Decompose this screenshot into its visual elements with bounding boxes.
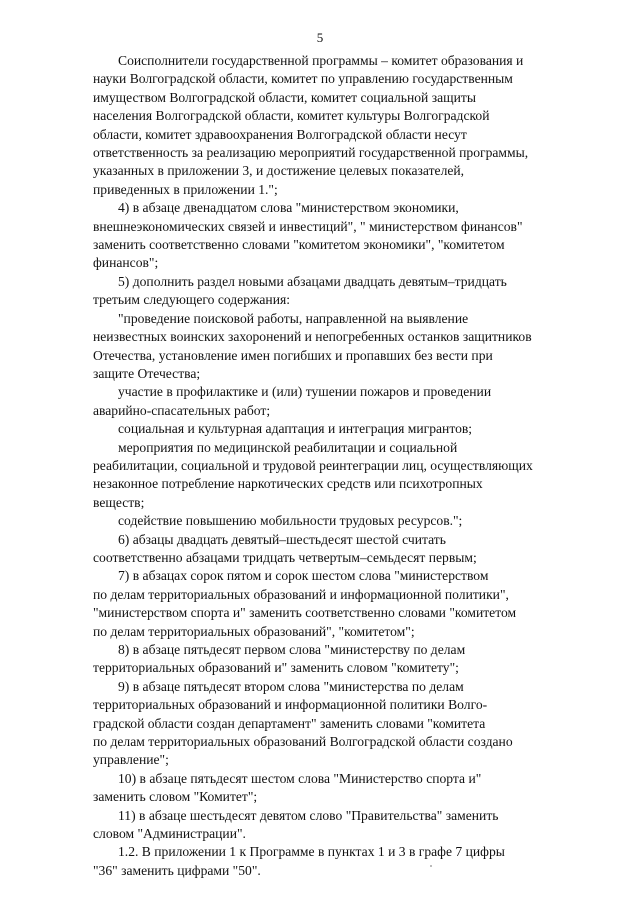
paragraph-item-7: 7) в абзацах сорок пятом и сорок шестом слова "министерством по делам территориальных образований и информационной политики", "министерством спорта и" заменить соответственно словами "комитетом по делам территориальных образований", "комитетом"; bbox=[93, 568, 517, 639]
paragraph-section-1-2: 1.2. В приложении 1 к Программе в пунктах 1 и 3 в графе 7 цифры "36" заменить цифрами "50". bbox=[93, 844, 505, 878]
paragraph-search-work: "проведение поисковой работы, направленной на выявление неизвестных воинских захоронений и непогребенных останков защитников Отечества, установление имен погибших и пропавших без вести при защите Отечества; bbox=[93, 310, 532, 381]
scan-artifact bbox=[430, 865, 432, 867]
paragraph-labor-mobility: содействие повышению мобильности трудовых ресурсов."; bbox=[118, 513, 463, 529]
paragraph-item-11: 11) в абзаце шестьдесят девятом слово "Правительства" заменить словом "Администрации". bbox=[93, 807, 499, 842]
paragraph-item-5: 5) дополнить раздел новыми абзацами двадцать девятым–тридцать третьим следующего содержания: bbox=[93, 273, 507, 308]
paragraph-item-8: 8) в абзаце пятьдесят первом слова "министерству по делам территориальных образований и" заменить словом "комитету"; bbox=[93, 642, 466, 676]
document-body bbox=[93, 52, 563, 880]
paragraph-item-4: 4) в абзаце двенадцатом слова "министерством экономики, внешнеэкономических связей и инвестиций", " министерством финансов" заменить соответственно словами "комитетом экономики", "комитетом финансов"; bbox=[93, 200, 523, 271]
paragraph-coexecutors: Соисполнители государственной программы – комитет образования и науки Волгоградской области, комитет по управлению государственным имуществом Волгоградской области, комитет социальной защиты населения Волгоградской области, комитет культуры Волгоградской области, комитет здравоохранения Волгоградской области несут ответственность за реализацию мероприятий государственной программы, указанных в приложении 3, и достижение целевых показателей, приведенных в приложении 1."; bbox=[93, 53, 529, 197]
paragraph-migrant-adaptation: социальная и культурная адаптация и интеграция мигрантов; bbox=[118, 421, 473, 437]
paragraph-rehabilitation: мероприятия по медицинской реабилитации и социальной реабилитации, социальной и трудовой реинтеграции лиц, осуществляющих незаконное потребление наркотических средств или психотропных веществ; bbox=[93, 439, 533, 510]
page-number: 5 bbox=[316, 30, 324, 45]
paragraph-item-9: 9) в абзаце пятьдесят втором слова "министерства по делам территориальных образований и информационной политики Волго- градской области создан департамент" заменить словами "комитета по делам территориальных образований Волгоградской области создано управление"; bbox=[93, 678, 513, 768]
paragraph-item-6: 6) абзацы двадцать девятый–шестьдесят шестой считать соответственно абзацами тридцать четвертым–семьдесят первым; bbox=[93, 531, 477, 565]
paragraph-fire-prevention: участие в профилактике и (или) тушении пожаров и проведении аварийно-спасательных работ; bbox=[93, 384, 492, 418]
paragraph-item-10: 10) в абзаце пятьдесят шестом слова "Министерство спорта и" заменить словом "Комитет"; bbox=[93, 770, 482, 805]
